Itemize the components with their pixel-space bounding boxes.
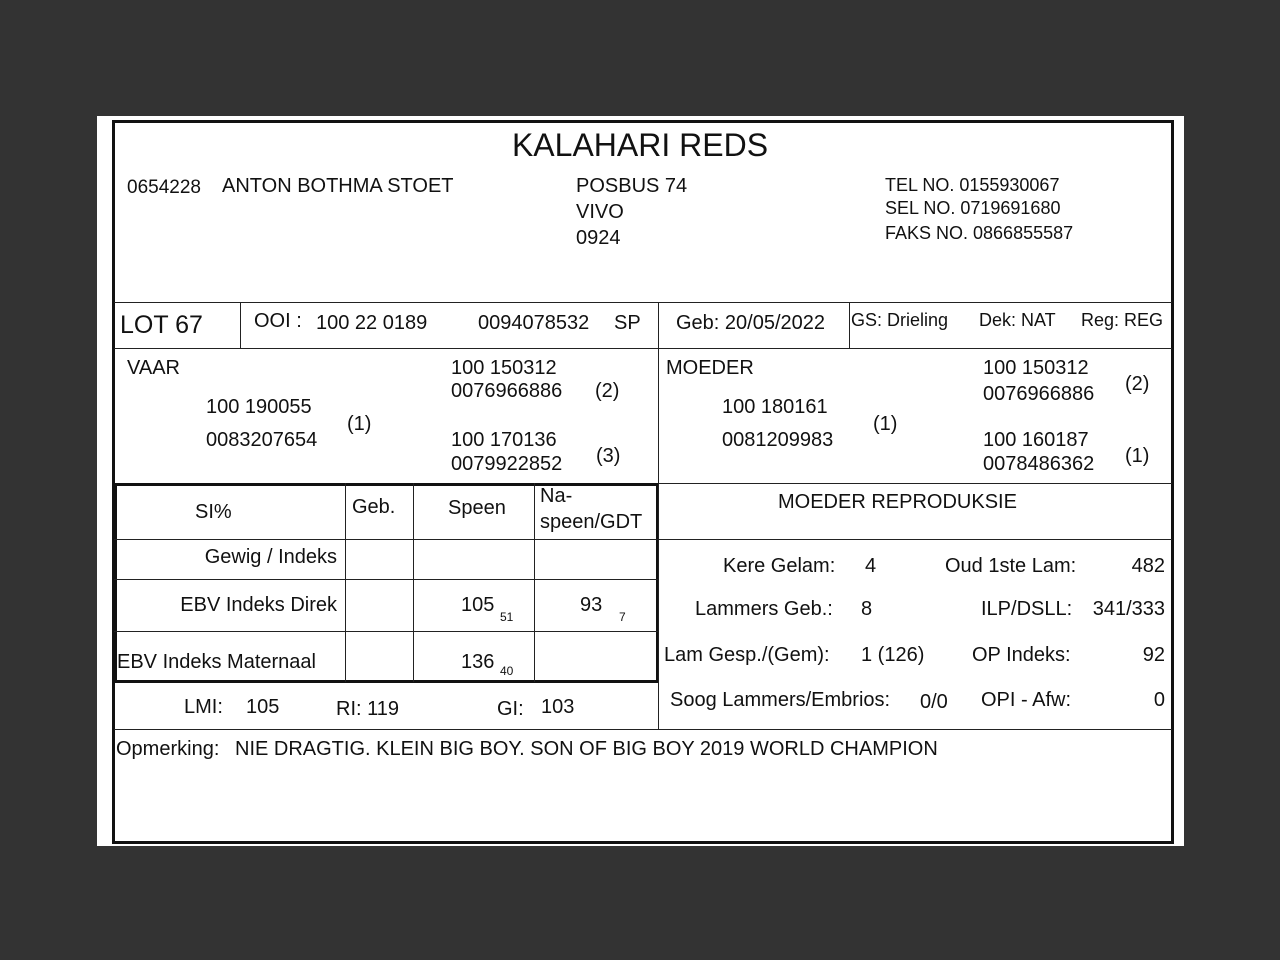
- sire-count: (1): [347, 413, 372, 435]
- remark-text: NIE DRAGTIG. KLEIN BIG BOY. SON OF BIG BOY 2019 WORLD CHAMPION: [235, 738, 938, 760]
- sire-number: 100 190055: [206, 396, 312, 418]
- dam-label: MOEDER: [666, 357, 754, 379]
- mating-type: Dek: NAT: [979, 310, 1056, 330]
- divider: [114, 579, 658, 580]
- ebv-direct-weaning-accuracy: 51: [500, 610, 514, 624]
- divider: [114, 539, 658, 540]
- dam-sire-number: 100 150312: [983, 357, 1089, 379]
- gi-label: GI:: [497, 698, 524, 720]
- divider: [114, 729, 1172, 730]
- sire-sire-number: 100 150312: [451, 357, 557, 379]
- divider: [413, 483, 414, 682]
- ebv-direct-postweaning: 93: [580, 594, 603, 616]
- ebv-direct-weaning: 105: [461, 594, 495, 616]
- sire-sire-id: 0076966886: [451, 380, 563, 402]
- times-lambed-label: Kere Gelam:: [723, 555, 836, 577]
- op-index-label: OP Indeks:: [972, 644, 1071, 666]
- sire-sire-count: (2): [595, 380, 620, 402]
- tel-number: TEL NO. 0155930067: [885, 175, 1060, 195]
- col-header-birth: Geb.: [352, 496, 396, 518]
- stud-name: ANTON BOTHMA STOET: [222, 175, 454, 197]
- divider: [658, 302, 659, 348]
- suckled-lambs-label: Soog Lammers/Embrios:: [670, 689, 891, 711]
- divider: [240, 302, 241, 348]
- fax-number: FAKS NO. 0866855587: [885, 223, 1074, 243]
- first-lamb-age-value: 482: [1131, 555, 1165, 577]
- ebv-maternal-weaning-accuracy: 40: [500, 664, 514, 678]
- repro-title: MOEDER REPRODUKSIE: [778, 491, 1017, 513]
- sire-dam-id: 0079922852: [451, 453, 563, 475]
- ooi-number: 100 22 0189: [316, 312, 428, 334]
- col-header-postweaning: speen/GDT: [540, 511, 643, 533]
- divider: [114, 631, 658, 632]
- dam-number: 100 180161: [722, 396, 828, 418]
- dam-sire-id: 0076966886: [983, 383, 1095, 405]
- divider: [114, 680, 659, 683]
- lambs-weaned-label: Lam Gesp./(Gem):: [664, 644, 830, 666]
- ooi-id: 0094078532: [478, 312, 590, 334]
- breed-title: KALAHARI REDS: [511, 127, 769, 163]
- registration: Reg: REG: [1081, 310, 1164, 330]
- dam-count: (1): [873, 413, 898, 435]
- birth-status: GS: Drieling: [851, 310, 949, 330]
- address-line-2: VIVO: [576, 201, 624, 223]
- dam-dam-count: (1): [1125, 445, 1150, 467]
- sel-number: SEL NO. 0719691680: [885, 198, 1061, 218]
- row-label-weight-index: Gewig / Indeks: [204, 546, 337, 568]
- dam-dam-number: 100 160187: [983, 429, 1089, 451]
- opi-deviation-value: 0: [1153, 689, 1165, 711]
- row-label-ebv-maternal: EBV Indeks Maternaal: [117, 651, 316, 673]
- divider: [345, 483, 346, 682]
- sire-dam-number: 100 170136: [451, 429, 557, 451]
- gi-value: 103: [541, 696, 575, 718]
- divider: [658, 539, 1172, 540]
- lot-number: LOT 67: [120, 311, 203, 339]
- lmi-value: 105: [246, 696, 280, 718]
- sire-dam-count: (3): [596, 445, 621, 467]
- lmi-label: LMI:: [184, 696, 223, 718]
- ebv-direct-postweaning-accuracy: 7: [619, 610, 626, 624]
- remark-label: Opmerking:: [116, 738, 220, 760]
- dam-sire-count: (2): [1125, 373, 1150, 395]
- divider: [114, 483, 659, 486]
- dam-dam-id: 0078486362: [983, 453, 1095, 475]
- suckled-lambs-value: 0/0: [920, 691, 948, 713]
- divider: [658, 483, 659, 729]
- opi-deviation-label: OPI - Afw:: [981, 689, 1072, 711]
- divider: [534, 483, 535, 682]
- ilp-dsll-label: ILP/DSLL:: [981, 598, 1073, 620]
- lambs-born-value: 8: [861, 598, 873, 620]
- col-header-postweaning: Na-: [540, 485, 573, 507]
- address-line-3: 0924: [576, 227, 621, 249]
- sire-label: VAAR: [127, 357, 180, 379]
- first-lamb-age-label: Oud 1ste Lam:: [945, 555, 1077, 577]
- lambs-weaned-value: 1 (126): [861, 644, 925, 666]
- divider: [658, 348, 659, 484]
- ooi-label: OOI :: [254, 310, 302, 332]
- times-lambed-value: 4: [865, 555, 877, 577]
- address-line-1: POSBUS 74: [576, 175, 688, 197]
- divider: [114, 348, 1172, 349]
- op-index-value: 92: [1142, 644, 1165, 666]
- dam-id: 0081209983: [722, 429, 834, 451]
- divider: [114, 302, 1172, 303]
- divider: [658, 483, 1172, 484]
- ebv-maternal-weaning: 136: [461, 651, 495, 673]
- lambs-born-label: Lammers Geb.:: [695, 598, 833, 620]
- birth-date: Geb: 20/05/2022: [676, 312, 826, 334]
- ri-value: RI: 119: [336, 698, 399, 720]
- col-header-weaning: Speen: [448, 497, 506, 519]
- sire-id: 0083207654: [206, 429, 318, 451]
- divider: [849, 302, 850, 348]
- row-label-ebv-direct: EBV Indeks Direk: [180, 594, 337, 616]
- stud-number: 0654228: [127, 177, 201, 198]
- ooi-grade: SP: [614, 312, 641, 334]
- col-header-si: SI%: [195, 501, 232, 523]
- ilp-dsll-value: 341/333: [1092, 598, 1165, 620]
